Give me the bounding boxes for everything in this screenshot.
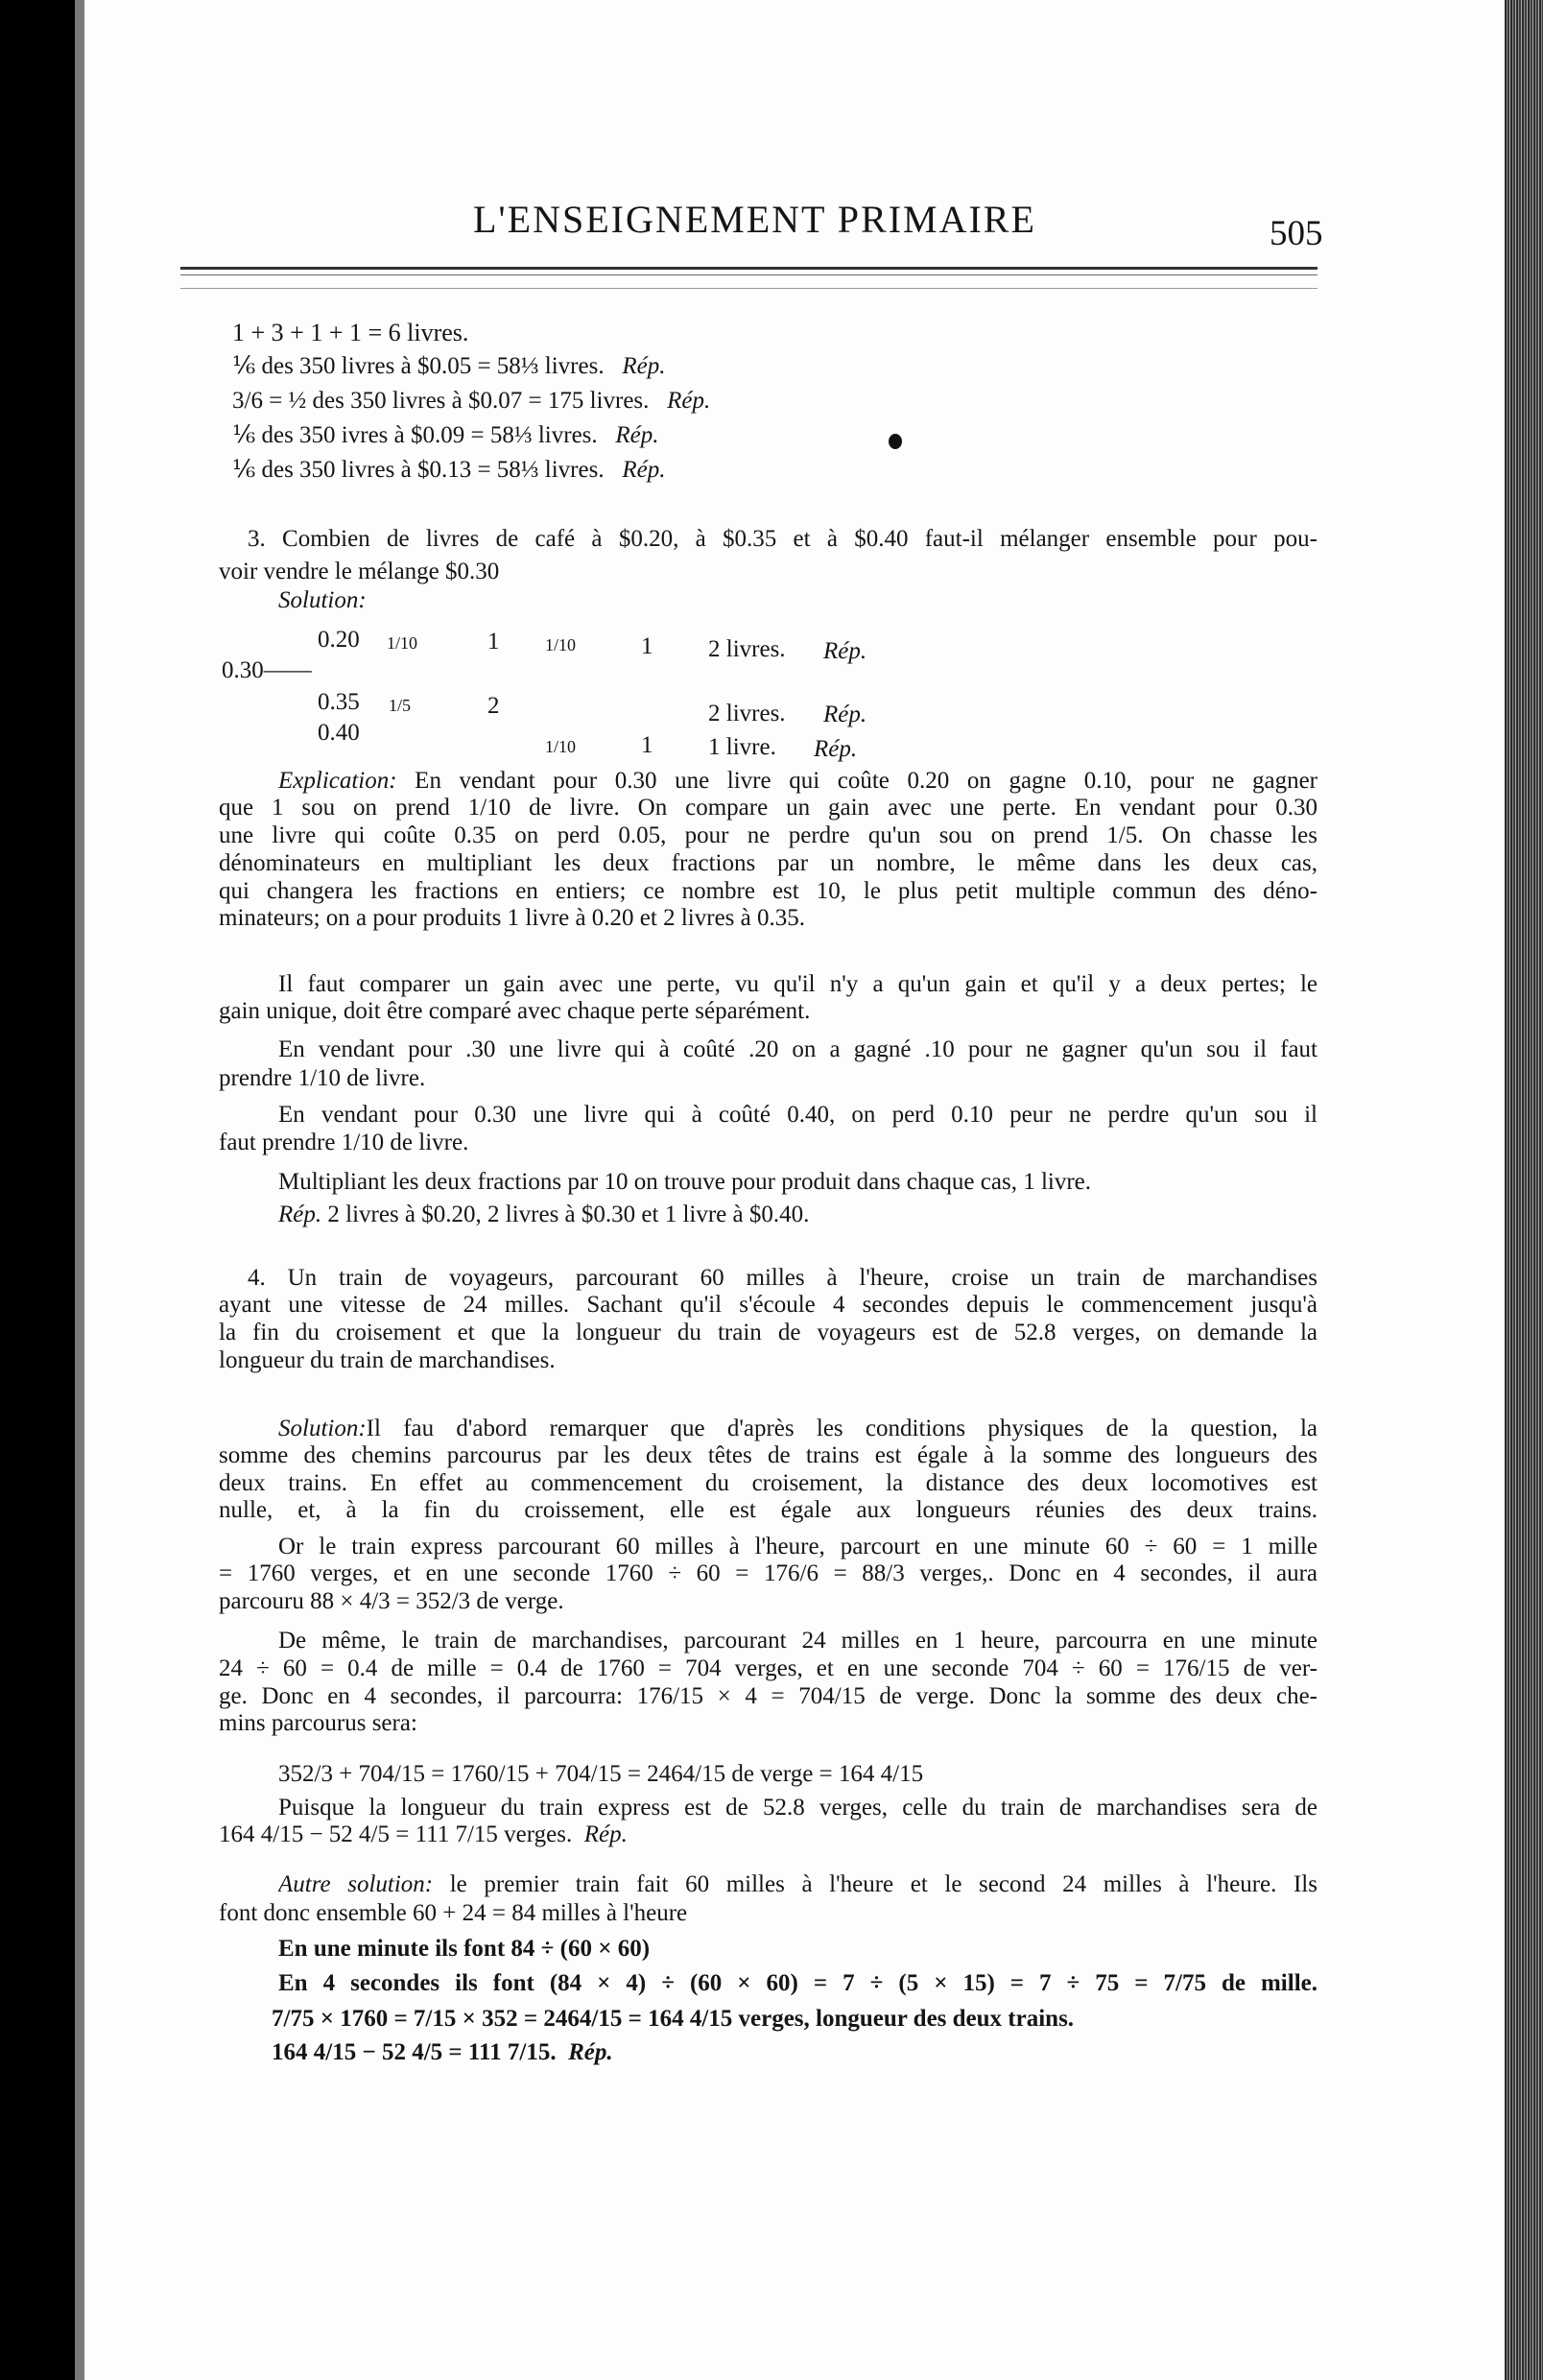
result-text: ⅙ des 350 livres à $0.13 = 58⅓ livres.: [232, 457, 605, 483]
price-040: 0.40: [318, 720, 360, 746]
explication-line: dénominateurs en multipliant les deux fractions par un nombre, le même dans les deux cas,: [219, 850, 1317, 876]
header-rule: [180, 267, 1317, 270]
solution-label: Solution:: [278, 587, 367, 613]
solution-line: somme des chemins parcourus par les deux têtes de trains est égale à la somme des longueurs des: [219, 1442, 1317, 1468]
solution-label: Solution:: [278, 1416, 367, 1441]
solution-line: ge. Donc en 4 secondes, il parcourra: 176/15 × 4 = 704/15 de verge. Donc la somme des deux che-: [219, 1683, 1317, 1709]
explication-line: minateurs; on a pour produits 1 livre à 0.20 et 2 livres à 0.35.: [219, 905, 805, 931]
result-text: ⅙ des 350 livres à $0.05 = 58⅓ livres.: [232, 353, 605, 379]
rep-label: Rép.: [622, 353, 666, 379]
rep-label: Rép.: [568, 2039, 613, 2065]
autre-solution-line: 7/75 × 1760 = 7/15 × 352 = 2464/15 = 164 4/15 verges, longueur des deux trains.: [272, 2006, 1075, 2032]
explication-line: prendre 1/10 de livre.: [219, 1065, 426, 1091]
result-text: 3/6 = ½ des 350 livres à $0.07 = 175 livres.: [232, 388, 650, 414]
rep-label: Rép.: [583, 1821, 628, 1847]
price-020: 0.20: [318, 627, 360, 653]
autre-solution-line: [278, 1871, 1317, 1898]
one-livre: 1 livre.: [708, 734, 776, 760]
two-livres: 2 livres.: [708, 701, 786, 726]
problem-4-question-line: longueur du train de marchandises.: [219, 1347, 556, 1373]
solution-line: [219, 1821, 628, 1848]
explication-line: Multipliant les deux fractions par 10 on trouve pour produit dans chaque cas, 1 livre.: [278, 1169, 1092, 1195]
autre-solution-label: Autre solution:: [278, 1871, 434, 1897]
autre-solution-line: En une minute ils font 84 ÷ (60 × 60): [278, 1936, 651, 1962]
explication-label: Explication:: [278, 768, 397, 794]
explication-line: En vendant pour .30 une livre qui à coûté .20 on a gagné .10 pour ne gagner qu'un sou il faut: [278, 1036, 1317, 1062]
solution-line: 352/3 + 704/15 = 1760/15 + 704/15 = 2464/15 de verge = 164 4/15: [278, 1761, 924, 1787]
rep-label: Rép.: [814, 736, 858, 762]
line-text: le premier train fait 60 milles à l'heure et le second 24 milles à l'heure. Ils: [433, 1871, 1317, 1897]
value-2: 2: [487, 693, 500, 719]
answer-text: 2 livres à $0.20, 2 livres à $0.30 et 1 livre à $0.40.: [321, 1202, 810, 1227]
autre-solution-line: [272, 2039, 613, 2066]
page-number: 505: [1270, 214, 1323, 253]
solution-line: 24 ÷ 60 = 0.4 de mille = 0.4 de 1760 = 704 verges, et en une seconde 704 ÷ 60 = 176/15 de ver-: [219, 1655, 1317, 1681]
solution-line: nulle, et, à la fin du croissement, elle est égale aux longueurs réunies des deux trains.: [219, 1497, 1317, 1523]
result-line-4: [232, 457, 665, 484]
problem-3-answer: [278, 1202, 809, 1228]
line-text: 164 4/15 − 52 4/5 = 111 7/15.: [272, 2039, 557, 2065]
fraction-1-10: 1/10: [545, 737, 577, 756]
explication-line: [278, 768, 1317, 795]
problem-4-question-line: ayant une vitesse de 24 milles. Sachant qu'il s'écoule 4 secondes depuis le commencement jusqu'à: [219, 1292, 1317, 1318]
line-text: Il fau d'abord remarquer que d'après les conditions physiques de la question, la: [366, 1416, 1317, 1441]
rep-label: Rép.: [615, 422, 659, 448]
explication-line: que 1 sou on prend 1/10 de livre. On compare un gain avec une perte. En vendant pour 0.30: [219, 795, 1317, 821]
explication-line: une livre qui coûte 0.35 on perd 0.05, pour ne perdre qu'un sou on prend 1/5. On chasse les: [219, 822, 1317, 848]
result-line-2: [232, 388, 710, 415]
price-030: 0.30——: [222, 657, 312, 683]
solution-line: Or le train express parcourant 60 milles à l'heure, parcourt en une minute 60 ÷ 60 = 1 mille: [278, 1534, 1317, 1559]
solution-line: deux trains. En effet au commencement du croisement, la distance des deux locomotives est: [219, 1470, 1317, 1496]
header-rule-faint: [180, 288, 1317, 289]
solution-line: mins parcourus sera:: [219, 1710, 417, 1736]
page: [75, 0, 1505, 2380]
page-gutter: [75, 0, 84, 2380]
explication-line: faut prendre 1/10 de livre.: [219, 1130, 469, 1155]
value-1: 1: [641, 732, 653, 758]
problem-3-question-line-2: voir vendre le mélange $0.30: [219, 559, 500, 584]
fraction-1-10: 1/10: [545, 635, 577, 654]
result-text: ⅙ des 350 ivres à $0.09 = 58⅓ livres.: [232, 422, 598, 448]
book-page-edges: [1505, 0, 1543, 2380]
price-035: 0.35: [318, 689, 360, 715]
autre-solution-line: font donc ensemble 60 + 24 = 84 milles à l'heure: [219, 1900, 688, 1926]
line-text: En vendant pour 0.30 une livre qui coûte 0.20 on gagne 0.10, pour ne gagner: [396, 768, 1317, 794]
solution-line: Puisque la longueur du train express est de 52.8 verges, celle du train de marchandises sera de: [278, 1795, 1317, 1821]
two-livres: 2 livres.: [708, 636, 786, 662]
explication-line: qui changera les fractions en entiers; ce nombre est 10, le plus petit multiple commun des déno-: [219, 878, 1317, 904]
solution-line: = 1760 verges, et en une seconde 1760 ÷ 60 = 176/6 = 88/3 verges,. Donc en 4 secondes, il aura: [219, 1560, 1317, 1586]
fraction-1-10: 1/10: [387, 633, 418, 653]
solution-line: [278, 1416, 1317, 1442]
problem-3-question-line-1: 3. Combien de livres de café à $0.20, à $0.35 et à $0.40 faut-il mélanger ensemble pour pou-: [248, 526, 1317, 552]
header-rule-thin: [180, 274, 1317, 275]
fraction-1-5: 1/5: [389, 696, 412, 715]
sum-line: 1 + 3 + 1 + 1 = 6 livres.: [232, 319, 469, 346]
explication-line: gain unique, doit être comparé avec chaque perte séparément.: [219, 998, 811, 1024]
result-line-3: [232, 422, 659, 449]
rep-label: Rép.: [667, 388, 711, 414]
solution-line: De même, le train de marchandises, parcourant 24 milles en 1 heure, parcourra en une minute: [278, 1628, 1317, 1654]
line-text: 164 4/15 − 52 4/5 = 111 7/15 verges.: [219, 1821, 573, 1847]
rep-label: Rép.: [622, 457, 666, 483]
autre-solution-line: En 4 secondes ils font (84 × 4) ÷ (60 × 60) = 7 ÷ (5 × 15) = 7 ÷ 75 = 7/75 de mille.: [278, 1970, 1317, 1996]
running-title: L'ENSEIGNEMENT PRIMAIRE: [473, 198, 1036, 241]
solution-line: parcouru 88 × 4/3 = 352/3 de verge.: [219, 1588, 564, 1614]
ink-blot: [889, 434, 902, 449]
value-1: 1: [487, 629, 500, 654]
value-1: 1: [641, 633, 653, 659]
rep-label: Rép.: [823, 638, 867, 664]
rep-label: Rép.: [823, 702, 867, 727]
problem-4-question-line: 4. Un train de voyageurs, parcourant 60 milles à l'heure, croise un train de marchandises: [248, 1265, 1317, 1291]
explication-line: Il faut comparer un gain avec une perte, vu qu'il n'y a qu'un gain et qu'il y a deux pertes; le: [278, 971, 1317, 997]
result-line-1: [232, 353, 665, 380]
rep-label: Rép.: [278, 1202, 322, 1227]
explication-line: En vendant pour 0.30 une livre qui à coûté 0.40, on perd 0.10 peur ne perdre qu'un sou il: [278, 1102, 1317, 1128]
problem-4-question-line: la fin du croisement et que la longueur du train de voyageurs est de 52.8 verges, on demande la: [219, 1320, 1317, 1345]
